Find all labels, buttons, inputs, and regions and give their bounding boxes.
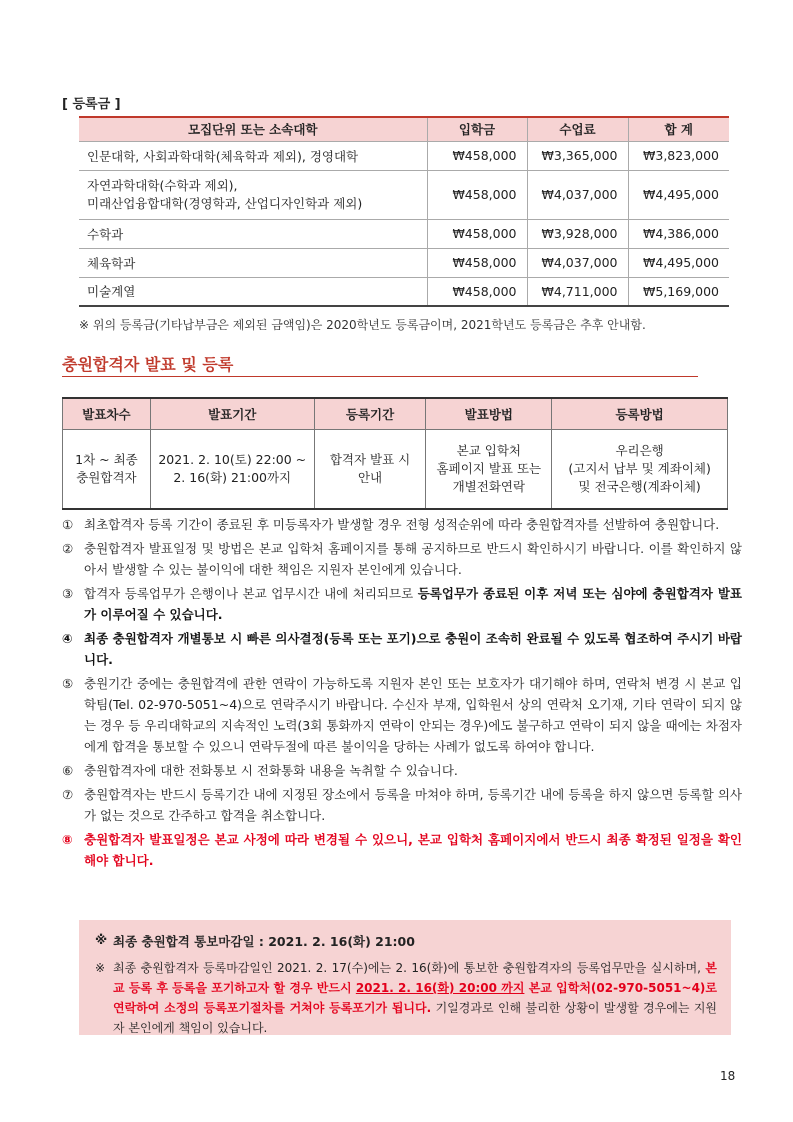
note-marker: ⑦ [62, 787, 74, 802]
note-marker: ① [62, 517, 74, 532]
notice-marker: ※ [95, 961, 106, 975]
fee-unit-line: 자연과학대학(수학과 제외), [87, 177, 238, 193]
cell-line: 및 전국은행(계좌이체) [578, 478, 701, 494]
note-emphasis: 등록업무가 종료된 이후 저녁 또는 심야에 충원합격자 발표가 이루어질 수 있습니다. [84, 586, 742, 622]
cell-line: 우리은행 [615, 442, 664, 458]
list-item [62, 514, 742, 535]
notice-text: 최종 충원합격자 등록마감일인 2021. 2. 17(수)에는 2. 16(화)에 통보한 충원합격자의 등록업무만을 실시하며, [113, 961, 706, 975]
cell-line: 안내 [357, 469, 383, 485]
cell-line: 합격자 발표 시 [329, 451, 411, 467]
cell-line: 본교 입학처 [456, 442, 522, 458]
fee-tuition-cell: ₩4,037,000 [527, 248, 628, 277]
table-row [79, 219, 729, 248]
notice-warning-text: 본교 입학처(02-970-5051~4)로 연락하여 소정의 등록포기절차를 거쳐야 등록포기가 됩니다. [113, 981, 717, 1015]
table-row [79, 248, 729, 277]
fee-tuition-cell: ₩3,365,000 [527, 141, 628, 170]
ann-registration-method-cell [552, 429, 728, 509]
ann-header-round: 발표차수 [63, 398, 151, 429]
cell-line: 충원합격자 [76, 469, 137, 485]
notice-box [79, 920, 731, 1035]
announcement-header-row [63, 398, 728, 429]
list-item [62, 583, 742, 625]
cell-line: 홈페이지 발표 또는 [436, 460, 542, 476]
list-item [62, 829, 742, 871]
note-marker: ③ [62, 586, 74, 601]
fee-unit-line: 미래산업융합대학(경영학과, 산업디자인학과 제외) [87, 195, 363, 211]
notes-list [62, 514, 742, 874]
list-item [62, 673, 742, 757]
ann-header-method: 발표방법 [426, 398, 552, 429]
fee-unit-cell: 체육학과 [79, 248, 427, 277]
notice-body [95, 958, 717, 1038]
fee-admission-cell: ₩458,000 [427, 141, 527, 170]
ann-method-cell [426, 429, 552, 509]
fee-total-cell: ₩3,823,000 [628, 141, 729, 170]
fee-unit-cell [79, 170, 427, 219]
fee-total-cell: ₩4,495,000 [628, 170, 729, 219]
table-row [79, 141, 729, 170]
fee-tuition-cell: ₩4,711,000 [527, 277, 628, 306]
cell-line: 2. 16(화) 21:00까지 [173, 469, 292, 485]
fee-unit-cell: 미술계열 [79, 277, 427, 306]
page-number: 18 [720, 1069, 736, 1083]
note-text: 충원합격자는 반드시 등록기간 내에 지정된 장소에서 등록을 마쳐야 하며, 등록기간 내에 등록을 하지 않으면 등록할 의사가 없는 것으로 간주하고 합격을 취소합니다. [84, 787, 742, 823]
notice-text: 기일경과로 인해 불리한 상황이 발생할 경우에는 지원자 본인에게 책임이 있습니다. [113, 1001, 718, 1035]
section-title: 충원합격자 발표 및 등록 [62, 355, 234, 374]
cell-line: 개별전화연락 [452, 478, 526, 494]
note-text: 충원기간 중에는 충원합격에 관한 연락이 가능하도록 지원자 본인 또는 보호자가 대기해야 하며, 연락처 변경 시 본교 입학팀(Tel. 02-970-5051~4)으로 연락주시기 바랍니다. 수신자 부재, 입학원서 상의 연락처 오기재, 기타 연락이 되지 않는 경우 등 우리대학교의 지속적인 노력(3회 통화까지 연락이 안되는 경우)에도 불구하고 연락이 되지 않을 때에는 차점자에게 합격을 통보할 수 있으니 연락두절에 따른 불이익을 당하는 사례가 없도록 하여야 합니다. [84, 676, 742, 754]
ann-header-period: 발표기간 [150, 398, 314, 429]
table-row [79, 277, 729, 306]
notice-deadline-text: 최종 충원합격 통보마감일 : 2021. 2. 16(화) 21:00 [113, 934, 415, 949]
section-divider [62, 376, 698, 377]
ann-registration-period-cell [314, 429, 426, 509]
fee-header-admission: 입학금 [427, 117, 527, 141]
fee-unit-cell: 수학과 [79, 219, 427, 248]
fee-total-cell: ₩4,495,000 [628, 248, 729, 277]
notice-marker: ※ [95, 932, 108, 947]
list-item [62, 760, 742, 781]
cell-line: (고지서 납부 및 계좌이체) [568, 460, 711, 476]
note-text: 합격자 등록업무가 은행이나 본교 업무시간 내에 처리되므로 [84, 586, 418, 601]
notice-deadline-underlined: 2021. 2. 16(화) 20:00 까지 [355, 981, 525, 995]
list-item [62, 538, 742, 580]
ann-header-registration-method: 등록방법 [552, 398, 728, 429]
note-marker: ② [62, 541, 74, 556]
fee-unit-cell: 인문대학, 사회과학대학(체육학과 제외), 경영대학 [79, 141, 427, 170]
fee-tuition-cell: ₩3,928,000 [527, 219, 628, 248]
list-item [62, 628, 742, 670]
note-marker: ⑤ [62, 676, 74, 691]
fee-table-header-row [79, 117, 729, 141]
announcement-table [62, 397, 728, 510]
note-marker: ⑥ [62, 763, 74, 778]
note-text: 최종 충원합격자 개별통보 시 빠른 의사결정(등록 또는 포기)으로 충원이 조속히 완료될 수 있도록 협조하여 주시기 바랍니다. [84, 631, 742, 667]
fee-footnote: ※ 위의 등록금(기타납부금은 제외된 금액임)은 2020학년도 등록금이며, 2021학년도 등록금은 추후 안내함. [79, 318, 646, 332]
fee-tuition-cell: ₩4,037,000 [527, 170, 628, 219]
ann-round-cell [63, 429, 151, 509]
fee-section-heading: [ 등록금 ] [62, 97, 121, 112]
ann-header-registration-period: 등록기간 [314, 398, 426, 429]
note-marker: ④ [62, 631, 73, 646]
table-row [63, 429, 728, 509]
list-item [62, 784, 742, 826]
ann-period-cell [150, 429, 314, 509]
fee-total-cell: ₩4,386,000 [628, 219, 729, 248]
note-text: 충원합격자에 대한 전화통보 시 전화통화 내용을 녹취할 수 있습니다. [84, 763, 458, 778]
note-text: 충원합격자 발표일정은 본교 사정에 따라 변경될 수 있으니, 본교 입학처 홈페이지에서 반드시 최종 확정된 일정을 확인해야 합니다. [84, 832, 742, 868]
fee-header-tuition: 수업료 [527, 117, 628, 141]
fee-admission-cell: ₩458,000 [427, 248, 527, 277]
fee-admission-cell: ₩458,000 [427, 277, 527, 306]
notice-warning-text: 본교 등록 후 등록을 포기하고자 할 경우 반드시 [113, 961, 717, 995]
fee-header-unit: 모집단위 또는 소속대학 [79, 117, 427, 141]
fee-admission-cell: ₩458,000 [427, 219, 527, 248]
note-marker: ⑧ [62, 832, 73, 847]
notice-deadline [95, 932, 717, 950]
fee-header-total: 합 계 [628, 117, 729, 141]
table-row [79, 170, 729, 219]
note-text: 최초합격자 등록 기간이 종료된 후 미등록자가 발생할 경우 전형 성적순위에 따라 충원합격자를 선발하여 충원합니다. [84, 517, 720, 532]
fee-total-cell: ₩5,169,000 [628, 277, 729, 306]
cell-line: 2021. 2. 10(토) 22:00 ~ [158, 451, 307, 467]
note-text: 충원합격자 발표일정 및 방법은 본교 입학처 홈페이지를 통해 공지하므로 반드시 확인하시기 바랍니다. 이를 확인하지 않아서 발생할 수 있는 불이익에 대한 책임은 지원자 본인에게 있습니다. [84, 541, 742, 577]
cell-line: 1차 ~ 최종 [75, 451, 138, 467]
fee-admission-cell: ₩458,000 [427, 170, 527, 219]
fee-table [79, 116, 729, 307]
